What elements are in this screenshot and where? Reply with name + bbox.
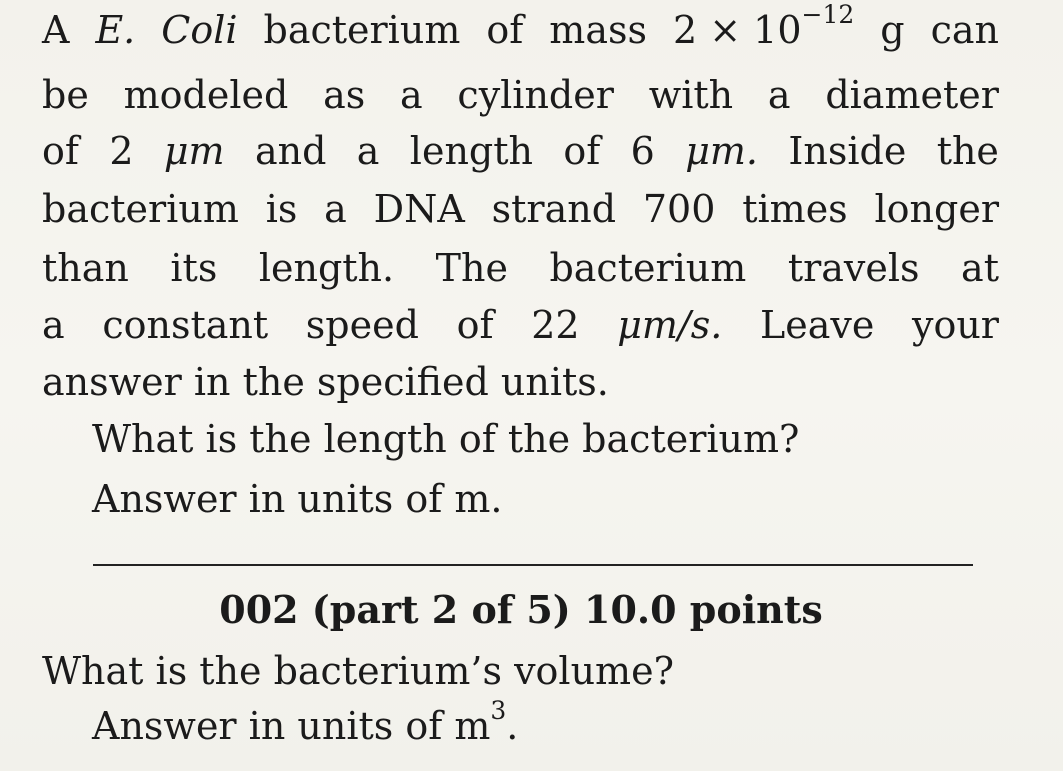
word: The — [435, 246, 508, 290]
unit-micrometer: μm — [163, 129, 225, 173]
word: of — [563, 129, 601, 173]
word: diameter — [825, 73, 999, 117]
word: speed — [305, 303, 419, 347]
word: with — [648, 73, 734, 117]
mass-exponent: −12 — [801, 0, 855, 30]
word: times — [742, 187, 848, 231]
word: 6 — [630, 129, 655, 173]
word: 2 — [109, 129, 134, 173]
unit-micrometer: μm. — [685, 129, 759, 173]
word: strand — [491, 187, 617, 231]
answer-units-text: Answer in units of m — [92, 704, 491, 748]
word: can — [930, 8, 999, 52]
word: cylinder — [457, 73, 614, 117]
word: longer — [874, 187, 999, 231]
problem-line-2 — [42, 70, 999, 120]
problem-line-1 — [42, 0, 999, 55]
word: the — [936, 129, 999, 173]
word: length — [409, 129, 533, 173]
problem-line-5 — [42, 243, 999, 293]
word: 22 — [531, 303, 580, 347]
word: at — [961, 246, 999, 290]
problem-line-7: answer in the specified units. — [42, 360, 609, 404]
unit-speed: μm/s. — [617, 303, 723, 347]
part-2-answer-units — [92, 696, 999, 751]
word: a — [356, 129, 380, 173]
word: its — [170, 246, 218, 290]
part-2-header: 002 (part 2 of 5) 10.0 points — [219, 587, 823, 632]
word: bacterium — [263, 8, 461, 52]
word: Leave — [759, 303, 875, 347]
word: a — [324, 187, 347, 231]
word: of — [456, 303, 494, 347]
word: 700 — [642, 187, 716, 231]
problem-line-6 — [42, 300, 999, 350]
answer-separator-rule — [93, 564, 973, 566]
word: a — [767, 73, 791, 117]
word: bacterium — [42, 187, 239, 231]
word: Coli — [161, 8, 238, 52]
word: your — [911, 303, 999, 347]
word: of — [486, 8, 524, 52]
word: as — [323, 73, 366, 117]
word: g — [880, 8, 905, 52]
answer-units-period: . — [506, 704, 519, 748]
mass-base: 2 × 10 — [672, 8, 802, 52]
word: than — [42, 246, 129, 290]
answer-units-exponent: 3 — [490, 696, 507, 726]
word: modeled — [123, 73, 289, 117]
word: a — [42, 303, 65, 347]
word: DNA — [373, 187, 465, 231]
word: and — [254, 129, 327, 173]
word: mass — [549, 8, 647, 52]
word: be — [42, 73, 89, 117]
question-1-text: What is the length of the bacterium? — [92, 417, 800, 461]
word: travels — [787, 246, 920, 290]
problem-line-3 — [42, 126, 999, 176]
word: is — [265, 187, 298, 231]
word: of — [42, 129, 79, 173]
word: length. — [258, 246, 395, 290]
problem-line-4 — [42, 184, 999, 234]
word: a — [399, 73, 423, 117]
word: A — [42, 8, 70, 52]
word: E. — [95, 8, 136, 52]
word: constant — [102, 303, 269, 347]
word: bacterium — [549, 246, 747, 290]
word: Inside — [788, 129, 907, 173]
part-2-question: What is the bacterium’s volume? — [42, 649, 674, 693]
mass-expression — [672, 0, 855, 55]
question-1-answer-units: Answer in units of m. — [92, 477, 503, 521]
